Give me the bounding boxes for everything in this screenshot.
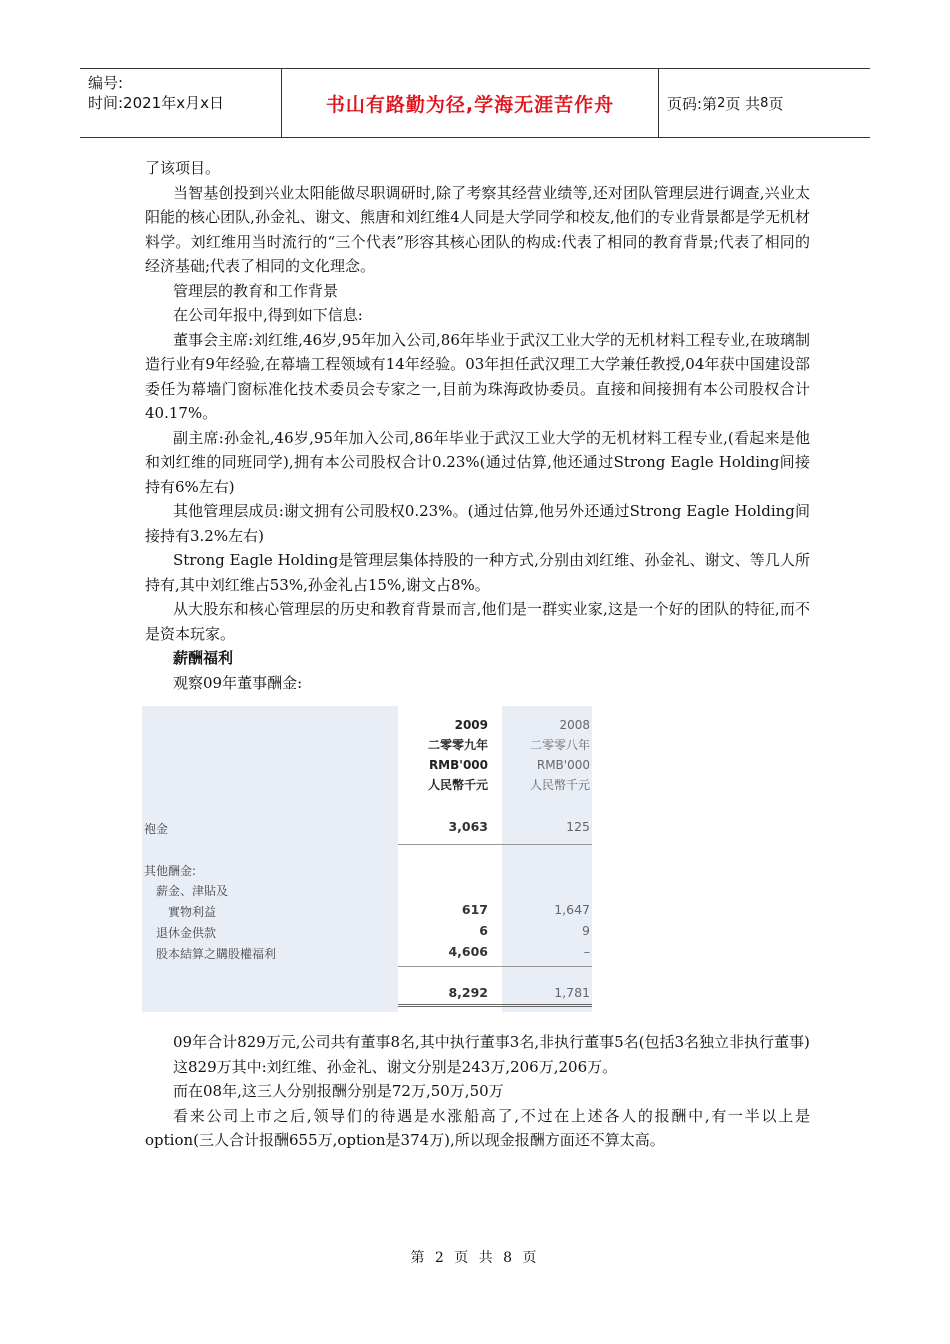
divider bbox=[398, 966, 592, 967]
header-2009-unit: RMB'000 bbox=[428, 758, 488, 772]
intro-line: 观察09年董事酬金: bbox=[173, 673, 303, 692]
paragraph: 董事会主席:刘红维,46岁,95年加入公司,86年毕业于武汉工业大学的无机材料工程专业,在玻璃制造行业有9年经验,在幕墙工程领域有14年经验。03年担任武汉理工大学兼任教授,04年获中国建设部委任为幕墙门窗标准化技术委员会专家之一,目前为珠海政协委员。直接和间接拥有本公司股权合计40.17%。 bbox=[145, 330, 810, 422]
header-2008-unit: RMB'000 bbox=[536, 758, 590, 772]
row-label: 股本結算之購股權福利 bbox=[156, 947, 277, 961]
page-prefix: 页码:第 bbox=[667, 94, 718, 113]
header-page-info bbox=[659, 69, 870, 137]
header-2008-cn: 二零零八年 bbox=[529, 738, 590, 752]
value-2008: 9 bbox=[582, 923, 590, 938]
paragraph: 09年合计829万元,公司共有董事8名,其中执行董事3名,非执行董事5名(包括3名独立非执行董事) bbox=[173, 1033, 810, 1051]
page-suffix: 页 bbox=[768, 94, 784, 113]
paragraph: 了该项目。 bbox=[145, 159, 221, 177]
paragraph: 看来公司上市之后,领导们的待遇是水涨船高了,不过在上述各人的报酬中,有一半以上是option(三人合计报酬655万,option是374万),所以现金报酬方面还不算太高。 bbox=[145, 1106, 810, 1149]
row-label: 袍金 bbox=[144, 822, 169, 836]
body-text-top bbox=[145, 156, 810, 695]
total-2008: 1,781 bbox=[554, 985, 590, 1000]
total-double-rule bbox=[398, 1004, 592, 1009]
paragraph: 从大股东和核心管理层的历史和教育背景而言,他们是一群实业家,这是一个好的团队的特征,而不是资本玩家。 bbox=[145, 600, 810, 643]
page-number: 2 bbox=[717, 95, 726, 111]
divider bbox=[398, 844, 592, 845]
header-meta bbox=[80, 69, 282, 137]
paragraph: 而在08年,这三人分别报酬分别是72万,50万,50万 bbox=[173, 1082, 504, 1100]
value-2009: 6 bbox=[479, 923, 488, 938]
header-motto: 书山有路勤为径,学海无涯苦作舟 bbox=[282, 69, 659, 137]
paragraph: 其他管理层成员:谢文拥有公司股权0.23%。(通过估算,他另外还通过Strong Eagle Holding间接持有3.2%左右) bbox=[145, 502, 810, 545]
doc-number-label: 编号: bbox=[88, 74, 124, 92]
total-2009: 8,292 bbox=[448, 985, 488, 1000]
paragraph: 管理层的教育和工作背景 bbox=[173, 281, 339, 300]
header-2009-year: 2009 bbox=[454, 718, 488, 732]
paragraph: Strong Eagle Holding是管理层集体持股的一种方式,分别由刘红维、孙金礼、谢文、等几人所持有,其中刘红维占53%,孙金礼占15%,谢文占8%。 bbox=[145, 551, 810, 594]
value-2009: 3,063 bbox=[448, 819, 488, 834]
header-2009-cn: 二零零九年 bbox=[427, 738, 488, 752]
value-2008: 125 bbox=[566, 819, 590, 834]
body-text-bottom bbox=[145, 1030, 810, 1153]
section-title: 薪酬福利 bbox=[173, 649, 234, 667]
value-2009: 617 bbox=[461, 902, 488, 917]
value-2008: 1,647 bbox=[554, 902, 590, 917]
value-2008: – bbox=[583, 944, 590, 959]
row-label: 退休金供款 bbox=[156, 926, 217, 940]
row-label: 薪金、津貼及 bbox=[156, 884, 229, 898]
row-label: 實物利益 bbox=[168, 905, 217, 919]
director-remuneration-table bbox=[142, 706, 592, 1012]
page-total: 8 bbox=[760, 95, 769, 111]
paragraph: 在公司年报中,得到如下信息: bbox=[173, 306, 363, 324]
doc-date: 时间:2021年x月x日 bbox=[88, 94, 224, 112]
page-footer: 第 2 页 共 8 页 bbox=[410, 1250, 540, 1266]
header-2008-year: 2008 bbox=[559, 718, 590, 732]
page-mid: 页 共 bbox=[725, 94, 761, 113]
page-header bbox=[80, 68, 870, 138]
value-2009: 4,606 bbox=[448, 944, 488, 959]
header-2009-unit-cn: 人民幣千元 bbox=[427, 778, 488, 792]
paragraph: 副主席:孙金礼,46岁,95年加入公司,86年毕业于武汉工业大学的无机材料工程专业,(看起来是他和刘红维的同班同学),拥有本公司股权合计0.23%(通过估算,他还通过Strong Eagle Holding间接持有6%左右) bbox=[145, 428, 810, 496]
header-2008-unit-cn: 人民幣千元 bbox=[529, 778, 590, 792]
row-label: 其他酬金: bbox=[144, 864, 197, 878]
paragraph: 这829万其中:刘红维、孙金礼、谢文分别是243万,206万,206万。 bbox=[173, 1057, 618, 1076]
paragraph: 当智基创投到兴业太阳能做尽职调研时,除了考察其经营业绩等,还对团队管理层进行调查,兴业太阳能的核心团队,孙金礼、谢文、熊唐和刘红维4人同是大学同学和校友,他们的专业背景都是学无机材料学。刘红维用当时流行的“三个代表”形容其核心团队的构成:代表了相同的教育背景;代表了相同的经济基础;代表了相同的文化理念。 bbox=[145, 183, 810, 275]
